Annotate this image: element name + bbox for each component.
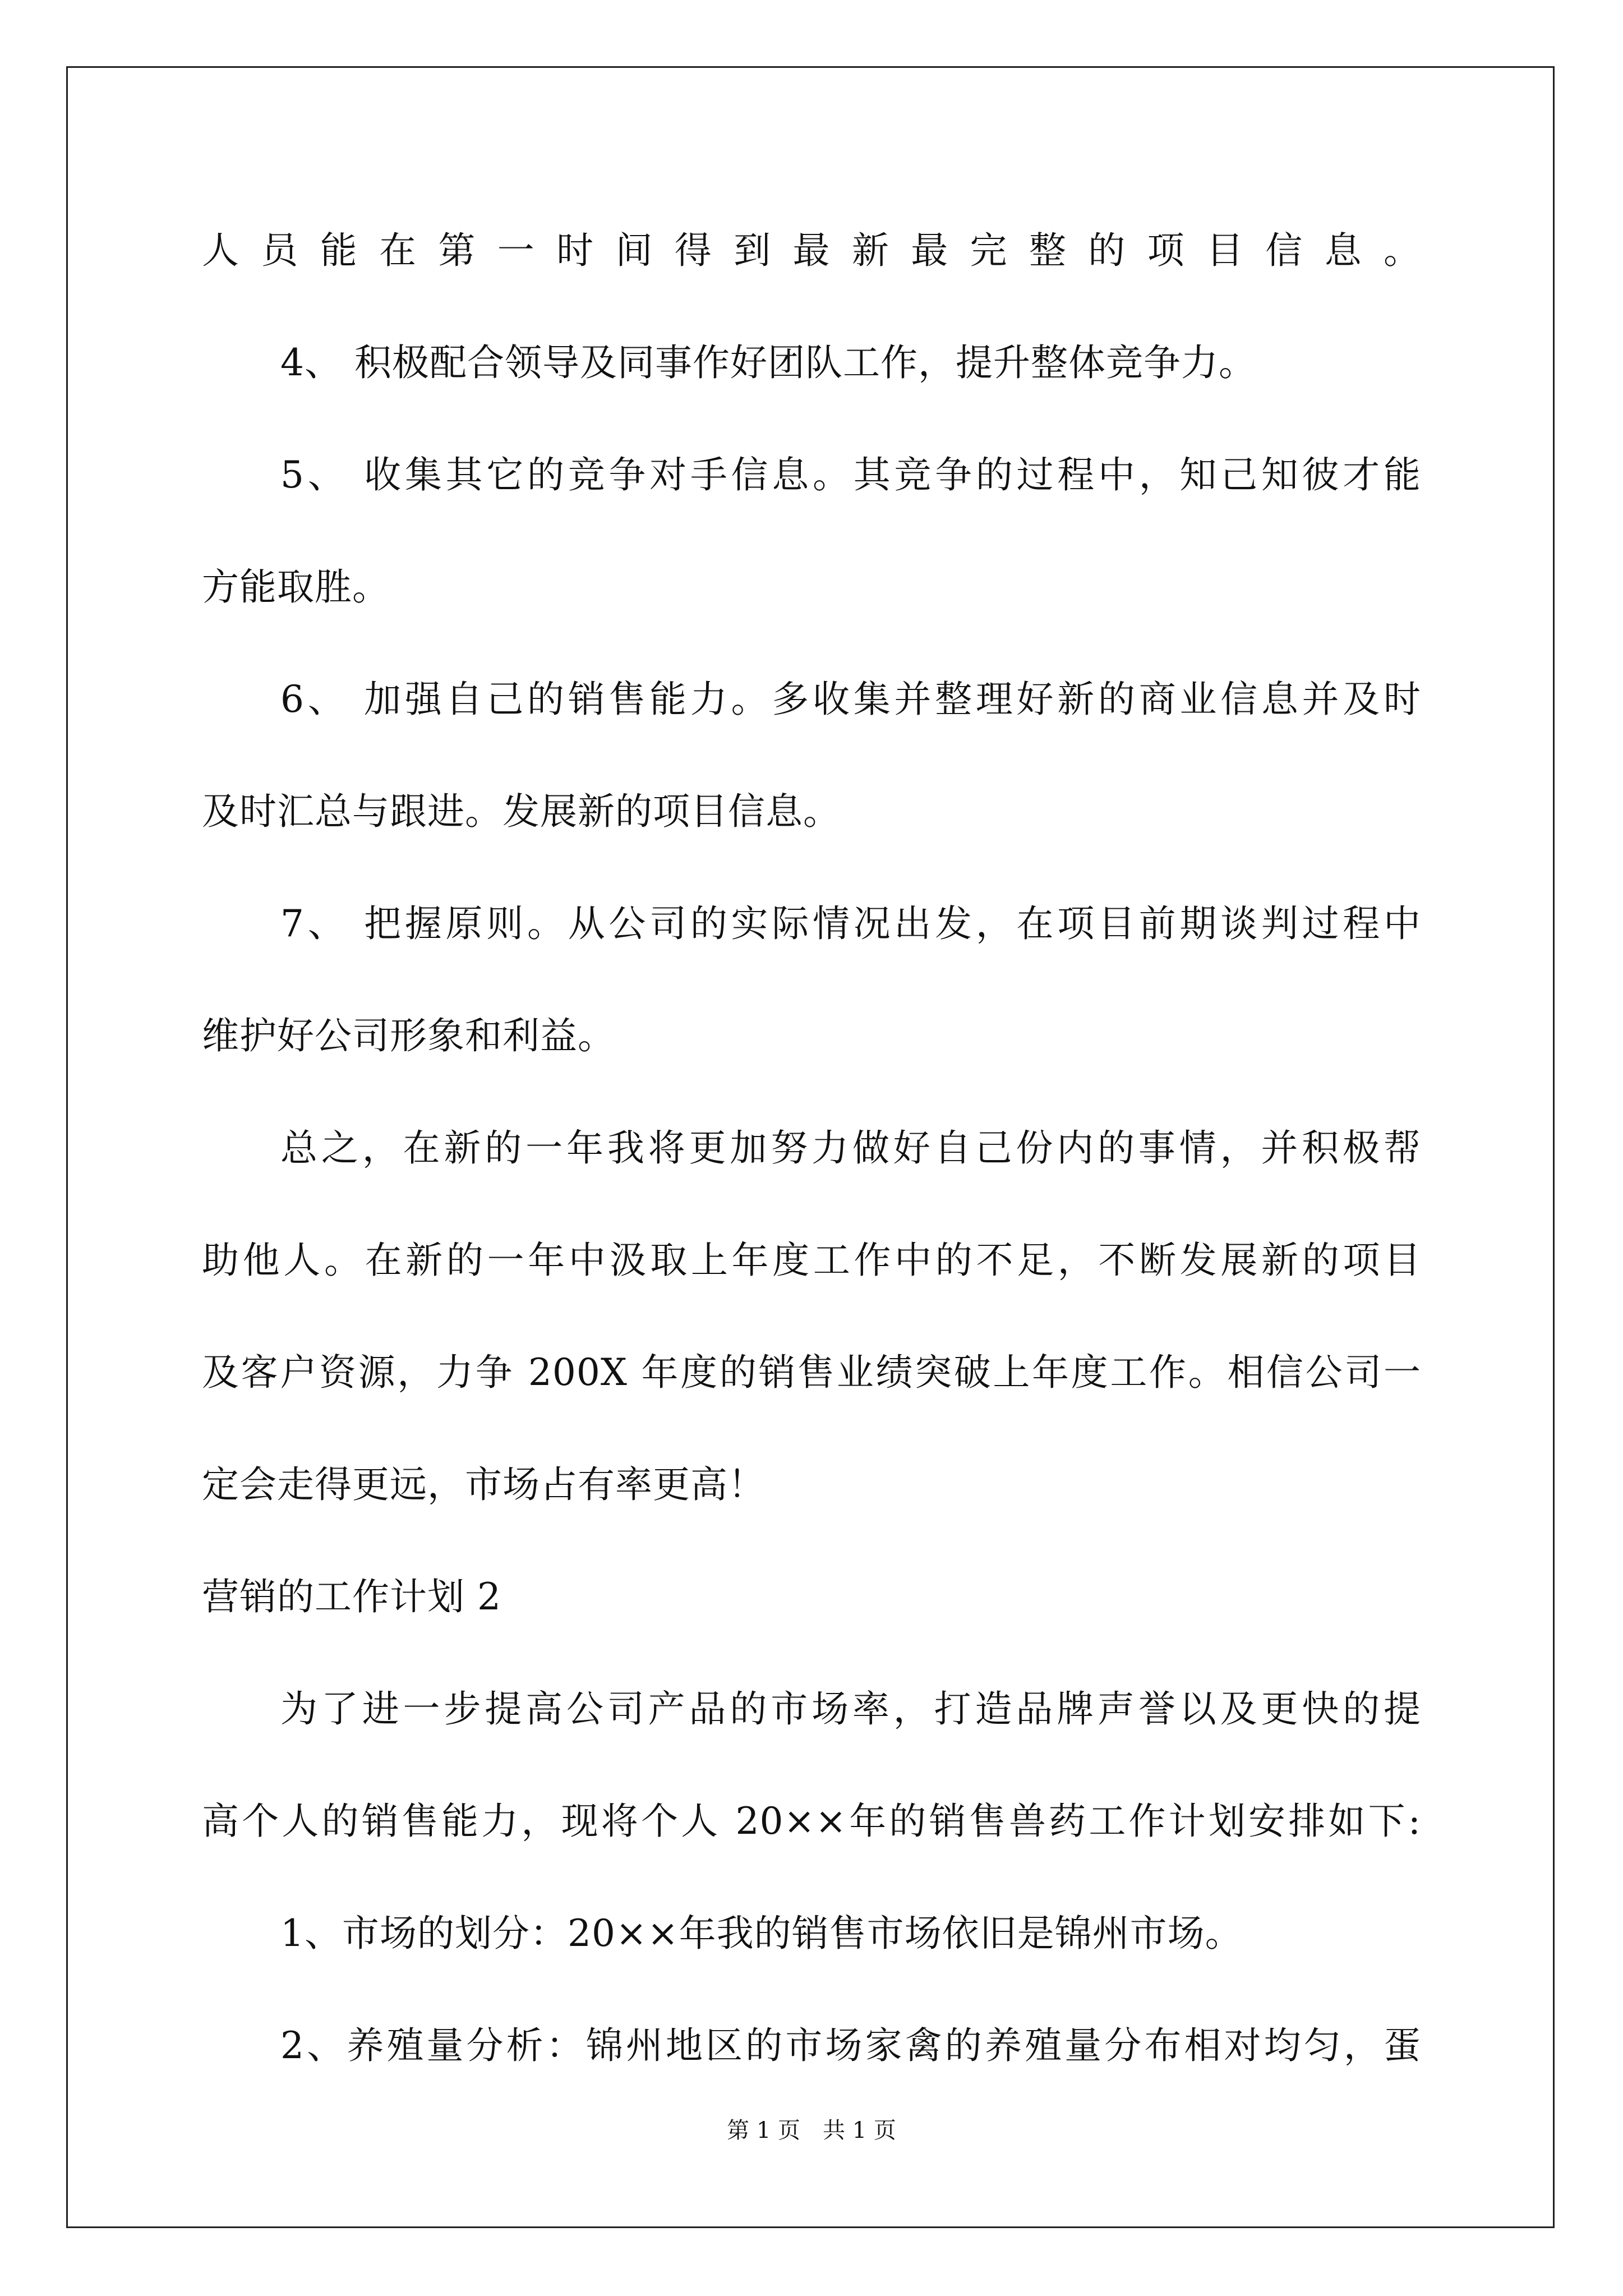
paragraph-line: 维护好公司形象和利益。 — [202, 1014, 615, 1057]
paragraph-line: 高个人的销售能力，现将个人 20××年的销售兽药工作计划安排如下: — [202, 1800, 1421, 1843]
section-heading: 营销的工作计划 2 — [202, 1575, 501, 1618]
page-footer: 第 1 页 共 1 页 — [727, 2118, 896, 2143]
list-item-4: 4、 积极配合领导及同事作好团队工作，提升整体竞争力。 — [280, 341, 1256, 384]
summary-paragraph: 总之，在新的一年我将更加努力做好自己份内的事情，并积极帮 — [280, 1126, 1421, 1170]
list-item-1: 1、市场的划分：20××年我的销售市场依旧是锦州市场。 — [280, 1912, 1243, 1955]
paragraph-line: 方能取胜。 — [202, 565, 390, 609]
paragraph-line: 及客户资源，力争 200X 年度的销售业绩突破上年度工作。相信公司一 — [202, 1351, 1421, 1394]
paragraph-line: 人员能在第一时间得到最新最完整的项目信息。 — [202, 229, 1421, 272]
paragraph-line: 及时汇总与跟进。发展新的项目信息。 — [202, 790, 841, 833]
list-item-7: 7、 把握原则。从公司的实际情况出发，在项目前期谈判过程中 — [280, 902, 1421, 945]
list-item-5: 5、 收集其它的竞争对手信息。其竞争的过程中，知己知彼才能 — [280, 453, 1421, 496]
paragraph-line: 助他人。在新的一年中汲取上年度工作中的不足，不断发展新的项目 — [202, 1239, 1421, 1282]
list-item-6: 6、 加强自己的销售能力。多收集并整理好新的商业信息并及时 — [280, 678, 1421, 721]
intro-paragraph: 为了进一步提高公司产品的市场率，打造品牌声誉以及更快的提 — [280, 1687, 1421, 1731]
paragraph-line: 定会走得更远，市场占有率更高！ — [202, 1463, 766, 1506]
list-item-2: 2、养殖量分析：锦州地区的市场家禽的养殖量分布相对均匀，蛋 — [280, 2024, 1421, 2067]
